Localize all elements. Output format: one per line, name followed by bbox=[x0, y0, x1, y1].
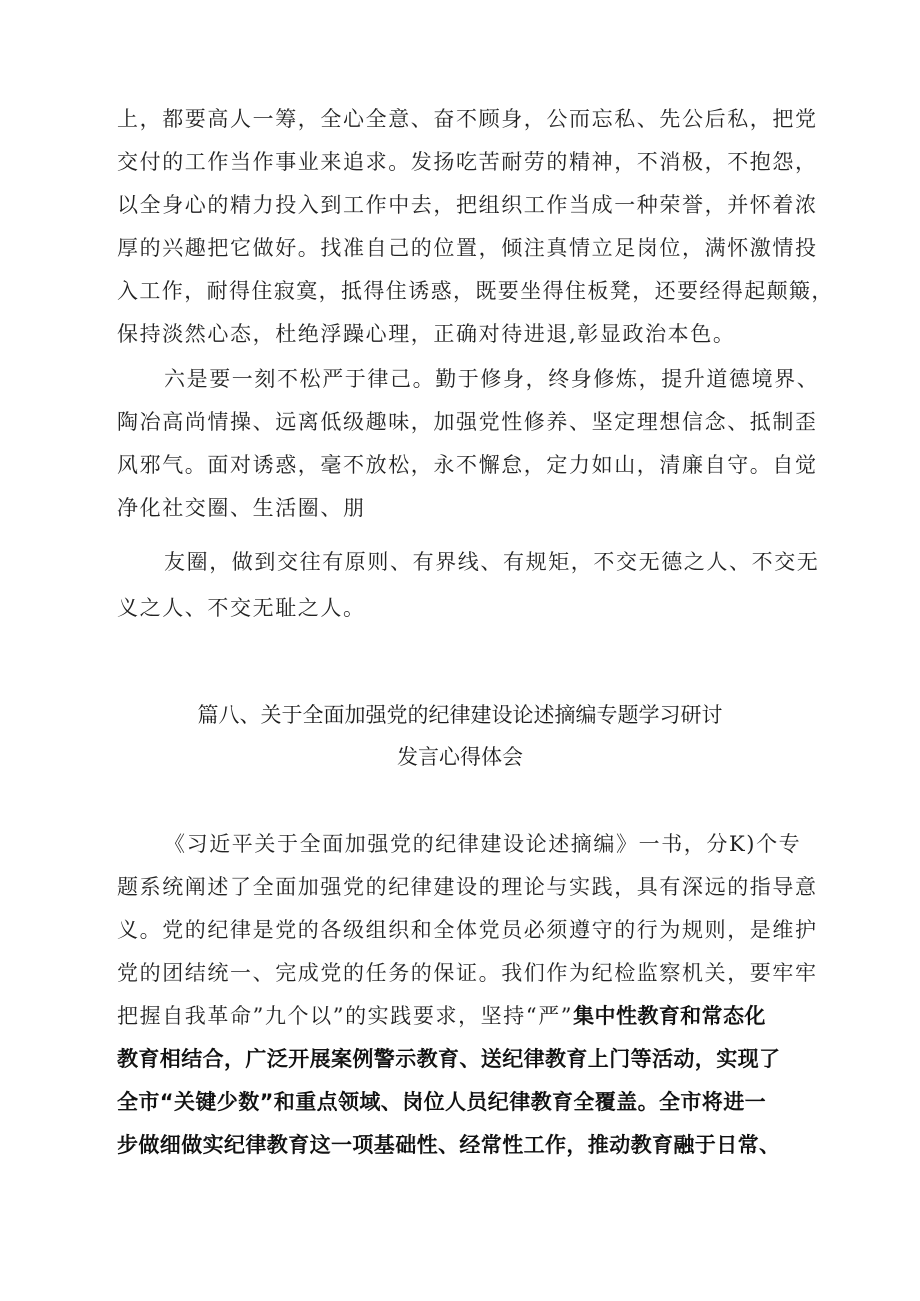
body-text-line: 六是要一刻不松严于律己。勤于修身，终身修炼，提升道德境界、 bbox=[164, 367, 820, 391]
section-title: 发言心得体会 bbox=[397, 745, 523, 769]
body-text-line: 陶冶高尚情操、远离低级趣味，加强党性修养、坚定理想信念、抵制歪 bbox=[117, 410, 818, 434]
body-text-segment-bold: 集中性教育和常态化 bbox=[573, 1004, 766, 1028]
body-text-line: 《习近平关于全面加强党的纪律建设论述摘编》一书，分K)个专 bbox=[164, 832, 802, 856]
body-text-line bbox=[117, 1002, 837, 1030]
body-text-line: 以全身心的精力投入到工作中去，把组织工作当成一种荣誉，并怀着浓 bbox=[117, 193, 818, 217]
body-text-line-bold: 教育相结合，广泛开展案例警示教育、送纪律教育上门等活动，实现了 bbox=[117, 1047, 781, 1071]
body-text-line: 题系统阐述了全面加强党的纪律建设的理论与实践，具有深远的指导意 bbox=[117, 875, 818, 899]
body-text-line: 义之人、不交无耻之人。 bbox=[117, 596, 366, 620]
body-text-line: 交付的工作当作事业来追求。发扬吃苦耐劳的精神，不消极，不抱怨， bbox=[117, 150, 818, 174]
body-text-line: 义。党的纪律是党的各级组织和全体党员必须遵守的行为规则，是维护 bbox=[117, 918, 818, 942]
section-title: 篇八、关于全面加强党的纪律建设论述摘编专题学习研讨 bbox=[197, 703, 723, 727]
body-text-line: 保持淡然心态，杜绝浮躁心理，正确对待进退,彰显政治本色。 bbox=[117, 322, 736, 346]
body-text-line: 入工作，耐得住寂寞，抵得住诱惑，既要坐得住板凳，还要经得起颠簸， bbox=[117, 279, 834, 303]
body-text-segment: 把握自我革命”九个以”的实践要求，坚持“严” bbox=[117, 1004, 574, 1028]
body-text-line: 友圈，做到交往有原则、有界线、有规矩，不交无德之人、不交无 bbox=[164, 550, 820, 574]
body-text-line: 净化社交圈、生活圈、朋 bbox=[117, 496, 366, 520]
body-text-line: 上，都要高人一筹，全心全意、奋不顾身，公而忘私、先公后私，把党 bbox=[117, 107, 818, 131]
body-text-line: 厚的兴趣把它做好。找准自己的位置，倾注真情立足岗位，满怀激情投 bbox=[117, 236, 818, 260]
body-text-line-bold: 步做细做实纪律教育这一项基础性、经常性工作，推动教育融于日常、 bbox=[117, 1133, 781, 1157]
body-text-line: 党的团结统一、完成党的任务的保证。我们作为纪检监察机关，要牢牢 bbox=[117, 961, 818, 985]
body-text-line-bold: 全市“关键少数”和重点领域、岗位人员纪律教育全覆盖。全市将进一 bbox=[117, 1090, 767, 1114]
body-text-line: 风邪气。面对诱惑，毫不放松，永不懈怠，定力如山，清廉自守。自觉 bbox=[117, 453, 818, 477]
